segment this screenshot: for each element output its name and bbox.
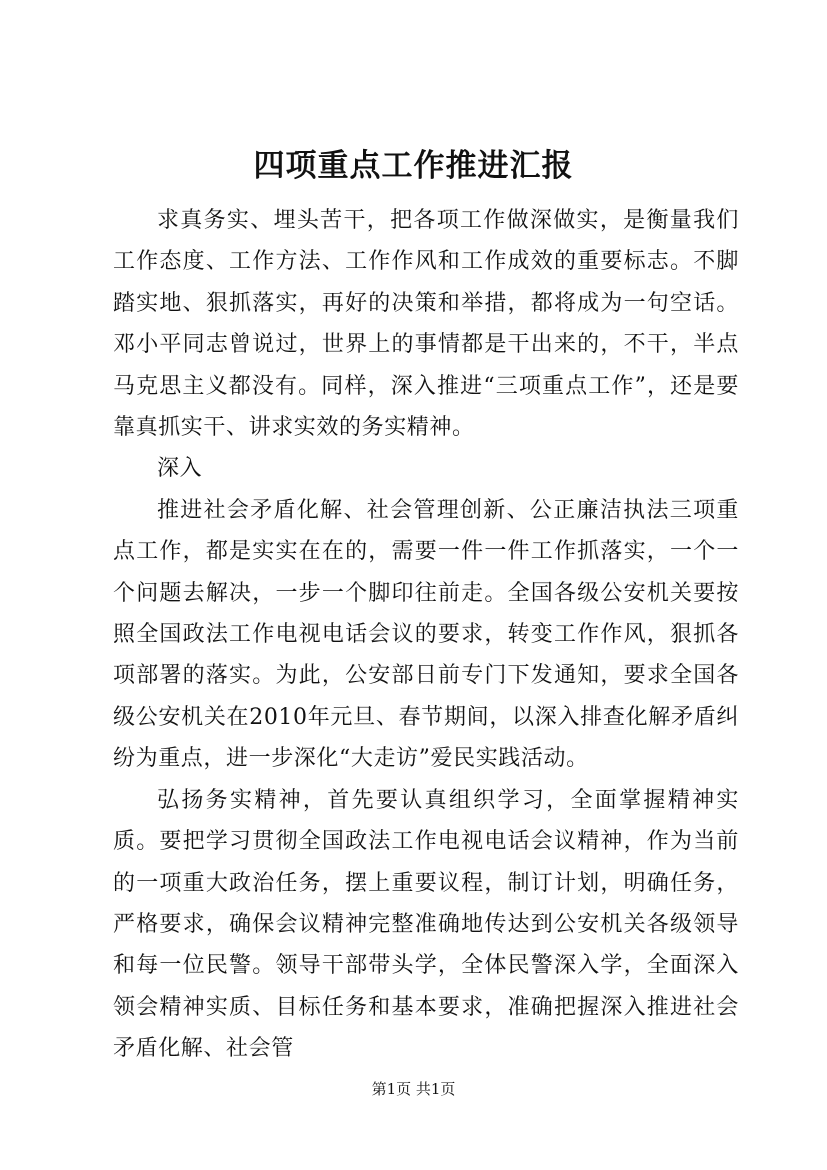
paragraph-intro: 求真务实、埋头苦干，把各项工作做深做实，是衡量我们工作态度、工作方法、工作作风和工作成效的重要标志。不脚踏实地、狠抓落实，再好的决策和举措，都将成为一句空话。邓小平同志曾说过，世界上的事情都是干出来的，不干，半点马克思主义都没有。同样，深入推进“三项重点工作”，还是要靠真抓实干、讲求实效的务实精神。 bbox=[113, 208, 739, 441]
paragraph-three-key-tasks: 推进社会矛盾化解、社会管理创新、公正廉洁执法三项重点工作，都是实实在在的，需要一件一件工作抓落实，一个一个问题去解决，一步一个脚印往前走。全国各级公安机关要按照全国政法工作电视电话会议的要求，转变工作作风，狠抓各项部署的落实。为此，公安部日前专门下发通知，要求全国各级公安机关在2010年元旦、春节期间，以深入排查化解矛盾纠纷为重点，进一步深化“大走访”爱民实践活动。 bbox=[113, 497, 739, 772]
document-body bbox=[113, 200, 739, 1070]
page-number-footer: 第1页 共1页 bbox=[371, 1080, 456, 1098]
paragraph-section-label: 深入 bbox=[157, 456, 203, 482]
paragraph-practical-spirit: 弘扬务实精神，首先要认真组织学习，全面掌握精神实质。要把学习贯彻全国政法工作电视电话会议精神，作为当前的一项重大政治任务，摆上重要议程，制订计划，明确任务，严格要求，确保会议精神完整准确地传达到公安机关各级领导和每一位民警。领导干部带头学，全体民警深入学，全面深入领会精神实质、目标任务和基本要求，准确把握深入推进社会矛盾化解、社会管 bbox=[113, 787, 739, 1062]
document-title: 四项重点工作推进汇报 bbox=[253, 148, 574, 184]
